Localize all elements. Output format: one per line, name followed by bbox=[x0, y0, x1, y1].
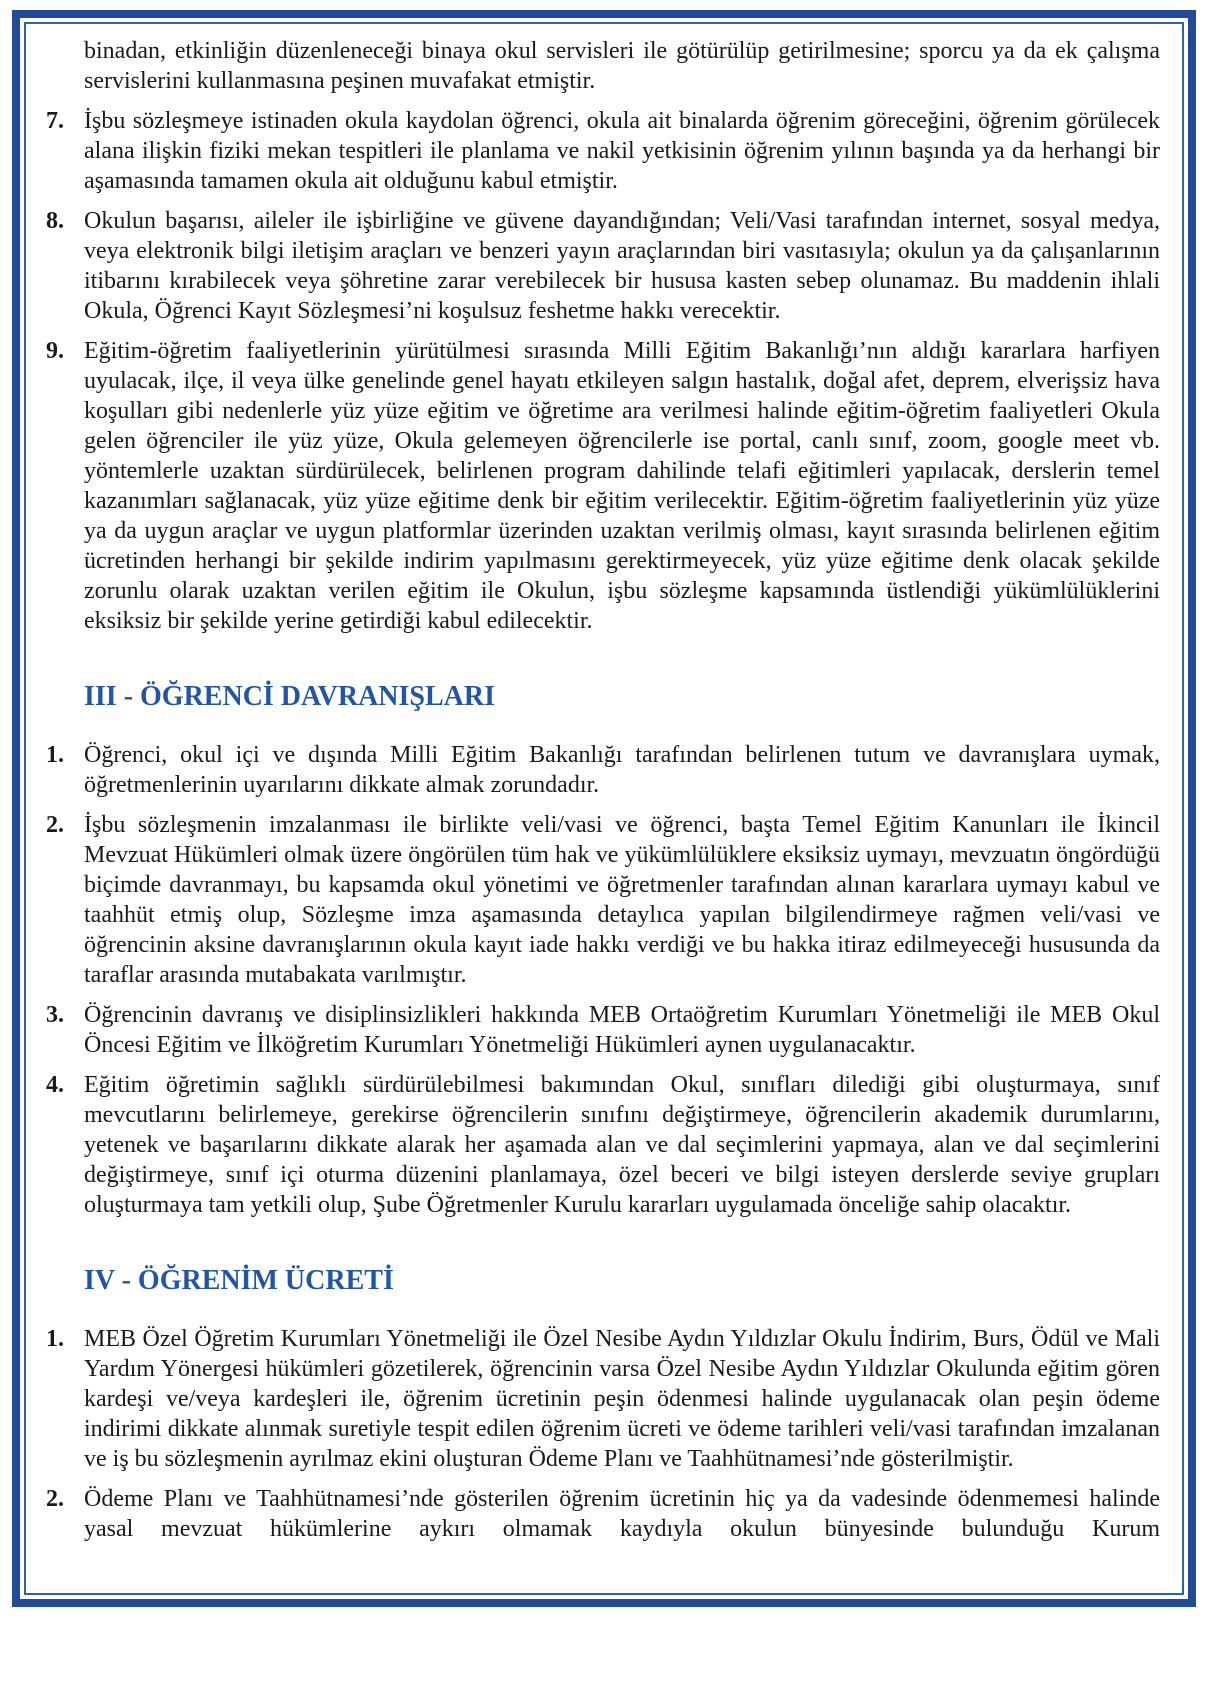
behavior-item-3 bbox=[46, 1000, 1160, 1060]
item-text: İşbu sözleşmenin imzalanması ile birlikte veli/vasi ve öğrenci, başta Temel Eğitim Kanunları ile İkincil Mevzuat Hükümleri olmak üzere öngörülen tüm hak ve yükümlülüklere eksiksiz uymayı, mevzuatın öngördüğü biçimde davranmayı, bu kapsamda okul yönetimi ve öğretmenler tarafından alınan kararlara uymayı kabul ve taahhüt etmiş olup, Sözleşme imza aşamasında detaylıca yapılan bilgilendirmeye rağmen veli/vasi ve öğrencinin aksine davranışlarının okula kayıt iade hakkı verdiği ve bu hakka itiraz edilmeyeceği hususunda da taraflar arasında mutabakata varılmıştır. bbox=[84, 812, 1160, 988]
item-text: MEB Özel Öğretim Kurumları Yönetmeliği ile Özel Nesibe Aydın Yıldızlar Okulu İndirim, Burs, Ödül ve Mali Yardım Yönergesi hükümleri gözetilerek, öğrencinin varsa Özel Nesibe Aydın Yıldızlar Okulunda eğitim gören kardeşi ve/veya kardeşleri ile, öğrenim ücretinin peşin ödenmesi halinde uygulanacak olan peşin ödeme indirimi dikkate alınmak suretiyle tespit edilen öğrenim ücreti ve ödeme tarihleri veli/vasi tarafından imzalanan ve iş bu sözleşmenin ayrılmaz ekini oluşturan Ödeme Planı ve Taahhütnamesi’nde gösterilmiştir. bbox=[84, 1326, 1160, 1472]
item-number: 7. bbox=[46, 108, 64, 134]
behavior-item-2 bbox=[46, 810, 1160, 990]
behavior-item-1 bbox=[46, 740, 1160, 800]
behavior-item-4 bbox=[46, 1070, 1160, 1220]
numbered-item-9 bbox=[46, 336, 1160, 636]
numbered-item-7 bbox=[46, 106, 1160, 196]
item-number: 2. bbox=[46, 812, 64, 838]
fee-item-2 bbox=[46, 1484, 1160, 1544]
item-text: Eğitim öğretimin sağlıklı sürdürülebilmesi bakımından Okul, sınıfları dilediği gibi oluşturmaya, sınıf mevcutlarını belirlemeye, gerekirse öğrencilerin sınıfını değiştirmeye, öğrencilerin akademik durumlarını, yetenek ve başarılarını dikkate alarak her aşamada alan ve dal seçimlerini yapmaya, alan ve dal seçimlerini değiştirmeye, sınıf içi oturma düzenini planlamaya, özel beceri ve bilgi isteyen derslerde seviye grupları oluşturmaya tam yetkili olup, Şube Öğretmenler Kurulu kararları uygulamada önceliğe sahip olacaktır. bbox=[84, 1072, 1160, 1218]
item-number: 3. bbox=[46, 1002, 64, 1028]
item-number: 1. bbox=[46, 1326, 64, 1352]
item-number: 9. bbox=[46, 338, 64, 364]
item-text: İşbu sözleşmeye istinaden okula kaydolan öğrenci, okula ait binalarda öğrenim göreceğini, öğrenim görülecek alana ilişkin fiziki mekan tespitleri ile planlama ve nakil yetkisinin öğrenim yılının başında ya da herhangi bir aşamasında tamamen okula ait olduğunu kabul etmiştir. bbox=[84, 108, 1160, 194]
numbered-item-8 bbox=[46, 206, 1160, 326]
item-text: Öğrencinin davranış ve disiplinsizlikleri hakkında MEB Ortaöğretim Kurumları Yönetmeliği ile MEB Okul Öncesi Eğitim ve İlköğretim Kurumları Yönetmeliği Hükümleri aynen uygulanacaktır. bbox=[84, 1002, 1160, 1058]
item-number: 8. bbox=[46, 208, 64, 234]
item-number: 4. bbox=[46, 1072, 64, 1098]
continuation-paragraph: binadan, etkinliğin düzenleneceği binaya okul servisleri ile götürülüp getirilmesine; sporcu ya da ek çalışma servislerini kullanmasına peşinen muvafakat etmiştir. bbox=[84, 38, 1160, 94]
item-number: 1. bbox=[46, 742, 64, 768]
page-border-outer bbox=[12, 10, 1196, 1607]
item-text: Okulun başarısı, aileler ile işbirliğine ve güvene dayandığından; Veli/Vasi tarafından internet, sosyal medya, veya elektronik bilgi iletişim araçları ve benzeri yayın araçlarından biri vasıtasıyla; okulun ya da çalışanlarının itibarını kırabilecek veya şöhretine zarar verebilecek bir hususa kasten sebep olunamaz. Bu maddenin ihlali Okula, Öğrenci Kayıt Sözleşmesi’ni koşulsuz feshetme hakkı verecektir. bbox=[84, 208, 1160, 324]
section-heading-student-behavior: III - ÖĞRENCİ DAVRANIŞLARI bbox=[84, 681, 496, 712]
section-heading-tuition-fee: IV - ÖĞRENİM ÜCRETİ bbox=[84, 1265, 394, 1296]
item-text: Öğrenci, okul içi ve dışında Milli Eğitim Bakanlığı tarafından belirlenen tutum ve davranışlara uymak, öğretmenlerinin uyarılarını dikkate almak zorundadır. bbox=[84, 742, 1160, 798]
item-text: Ödeme Planı ve Taahhütnamesi’nde gösterilen öğrenim ücretinin hiç ya da vadesinde ödenmemesi halinde yasal mevzuat hükümlerine aykırı olmamak kaydıyla okulun bünyesinde bulunduğu Kurum bbox=[84, 1486, 1160, 1542]
item-number: 2. bbox=[46, 1486, 64, 1512]
page-border-inner bbox=[20, 18, 1188, 1599]
item-text: Eğitim-öğretim faaliyetlerinin yürütülmesi sırasında Milli Eğitim Bakanlığı’nın aldığı kararlara harfiyen uyulacak, ilçe, il veya ülke genelinde genel hayatı etkileyen salgın hastalık, doğal afet, deprem, elverişsiz hava koşulları gibi nedenlerle yüz yüze eğitim ve öğretime ara verilmesi halinde eğitim-öğretim faaliyetleri Okula gelen öğrenciler ile yüz yüze, Okula gelemeyen öğrencilerle ise portal, canlı sınıf, zoom, google meet vb. yöntemlerle uzaktan sürdürülecek, belirlenen program dahilinde telafi eğitimleri yapılacak, derslerin temel kazanımları sağlanacak, yüz yüze eğitime denk bir eğitim verilecektir. Eğitim-öğretim faaliyetlerinin yüz yüze ya da uygun araçlar ve uygun platformlar üzerinden uzaktan verilmiş olması, kayıt sırasında belirlenen eğitim ücretinden herhangi bir şekilde indirim yapılmasını gerektirmeyecek, yüz yüze eğitime denk olacak şekilde zorunlu olarak uzaktan verilen eğitim ile Okulun, işbu sözleşme kapsamında üstlendiği yükümlülüklerini eksiksiz bir şekilde yerine getirdiği kabul edilecektir. bbox=[84, 338, 1160, 634]
fee-item-1 bbox=[46, 1324, 1160, 1474]
contract-body bbox=[26, 24, 1182, 1593]
